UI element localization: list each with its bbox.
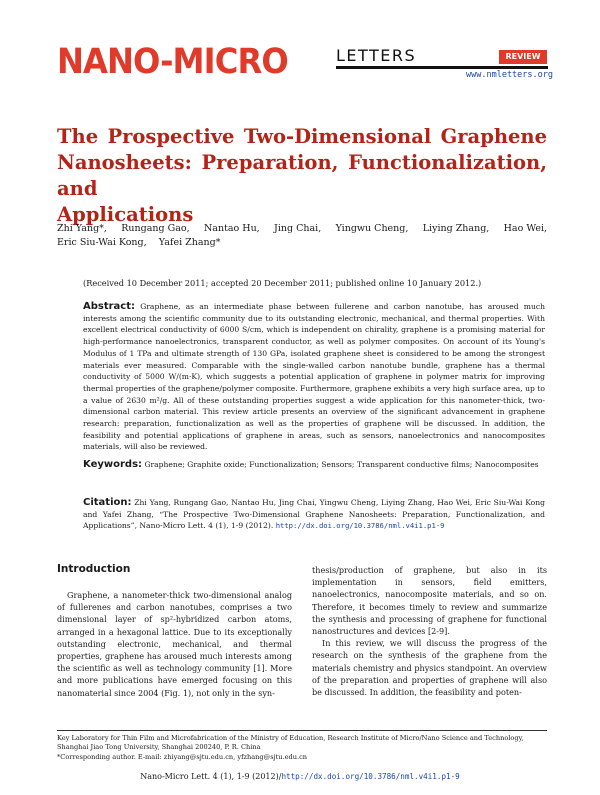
- author: Hao Wei,: [503, 223, 547, 234]
- author: Jing Chai,: [274, 223, 322, 234]
- footer-doi-link[interactable]: http://dx.doi.org/10.3786/nml.v4i1.p1-9: [281, 772, 460, 781]
- author-list: [57, 222, 547, 250]
- left-column: [57, 589, 292, 699]
- paper-title: [57, 124, 547, 228]
- paragraph: In this review, we will discuss the progress of the research on the synthesis of the graphene from the materials chemistry and physics standpoint. An overview of the preparation and properties of graphene will also be discussed. In addition, the feasibility and poten-: [312, 638, 547, 698]
- author: Yingwu Cheng,: [335, 223, 409, 234]
- paragraph: thesis/production of graphene, but also in its implementation in sensors, field emitters, nanoelectronics, nanocomposite materials, and so on. Therefore, it becomes timely to review and summarize the synthesis and processing of graphene for functional nanostructures and devices [2-9].: [312, 565, 547, 637]
- footnote-rule: [57, 730, 547, 731]
- title-line: Nanosheets: Preparation, Functionalization, and: [57, 151, 547, 200]
- corresponding-author: *Corresponding author. E-mail: zhiyang@sjtu.edu.cn, yfzhang@sjtu.edu.cn: [57, 752, 308, 761]
- author: Liying Zhang,: [422, 223, 490, 234]
- footnote: [57, 734, 547, 762]
- citation: [83, 497, 545, 532]
- author: Rungang Gao,: [121, 223, 190, 234]
- page-footer: [0, 772, 600, 781]
- title-line: Applications: [57, 203, 194, 226]
- author: Eric Siu-Wai Kong,: [57, 237, 147, 248]
- citation-doi-link[interactable]: http://dx.doi.org/10.3786/nml.v4i1.p1-9: [275, 521, 445, 531]
- header-rule: [336, 66, 548, 69]
- footer-citation: Nano-Micro Lett. 4 (1), 1-9 (2012)/: [140, 772, 282, 781]
- title-line: The Prospective Two-Dimensional Graphene: [57, 125, 547, 148]
- paragraph: Graphene, a nanometer-thick two-dimensional analog of fullerenes and carbon nanotubes, comprises a two dimensional layer of sp²-hybridized carbon atoms, arranged in a hexagonal lattice. Due to its exceptionally outstanding electronic, mechanical, and thermal properties, graphene has aroused much interests among the scientific as well as technology community [1]. More and more publications have emerged focusing on this nanomaterial since 2004 (Fig. 1), not only in the syn-: [57, 590, 292, 698]
- keywords: [83, 459, 545, 471]
- journal-url-link[interactable]: www.nmletters.org: [466, 70, 553, 80]
- abstract-label: Abstract:: [83, 301, 136, 312]
- author: Nantao Hu,: [203, 223, 260, 234]
- author: Zhi Yang*,: [57, 223, 107, 234]
- section-heading: Introduction: [57, 563, 131, 575]
- abstract: [83, 301, 545, 453]
- journal-logo: NANO-MICRO: [57, 42, 288, 82]
- citation-text: Zhi Yang, Rungang Gao, Nantao Hu, Jing Chai, Yingwu Cheng, Liying Zhang, Hao Wei, Eric Siu-Wai Kong and Yafei Zhang, “The Prospective Two-Dimensional Graphene Nanosheets: Preparation, Functionalization, and Applications”, Nano-Micro Lett. 4 (1), 1-9 (2012).: [83, 498, 545, 531]
- citation-label: Citation:: [83, 497, 132, 508]
- keywords-label: Keywords:: [83, 459, 143, 470]
- author: Yafei Zhang*: [158, 237, 221, 248]
- review-badge: REVIEW: [499, 50, 547, 64]
- journal-logo-letters: LETTERS: [336, 46, 417, 65]
- right-column: [312, 564, 547, 698]
- affiliation: Key Laboratory for Thin Film and Microfabrication of the Ministry of Education, Research Institute of Micro/Nano Science and Technology, Shanghai Jiao Tong University, Shanghai 200240, P. R. China: [57, 734, 524, 752]
- abstract-text: Graphene, as an intermediate phase between fullerene and carbon nanotube, has aroused much interests among the scientific community due to its outstanding electronic, mechanical, and thermal properties. With excellent electrical conductivity of 6000 S/cm, which is independent on chirality, graphene is a promising material for high-performance nanoelectronics, transparent conductor, as well as polymer composites. On account of its Young's Modulus of 1 TPa and ultimate strength of 130 GPa, isolated graphene sheet is considered to be among the strongest materials ever measured. Comparable with the single-walled carbon nanotube bundle, graphene has a thermal conductivity of 5000 W/(m·K), which suggests a potential application of graphene in polymer matrix for improving thermal properties of the graphene/polymer composite. Furthermore, graphene exhibits a very high surface area, up to a value of 2630 m²/g. All of these outstanding properties suggest a wide application for this nanometer-thick, two-dimensional carbon material. This review article presents an overview of the significant advancement in graphene research: preparation, functionalization as well as the properties of graphene will be discussed. In addition, the feasibility and potential applications of graphene in areas, such as sensors, nanoelectronics and nanocomposites materials, will also be reviewed.: [83, 302, 546, 452]
- received-dates: (Received 10 December 2011; accepted 20 December 2011; published online 10 January 2012.): [83, 278, 482, 288]
- keywords-text: Graphene; Graphite oxide; Functionalization; Sensors; Transparent conductive films; Nanocomposites: [144, 460, 539, 469]
